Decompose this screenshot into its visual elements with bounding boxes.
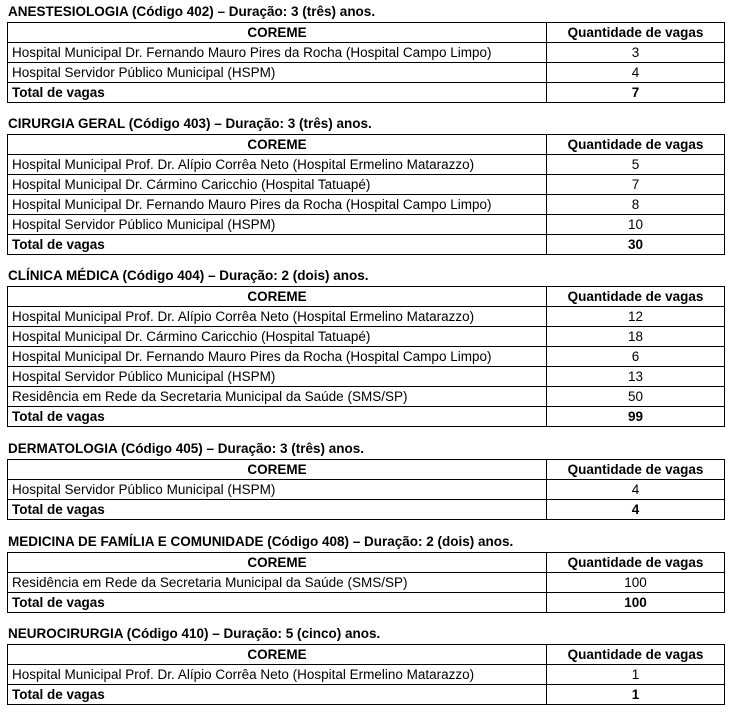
total-label: Total de vagas bbox=[8, 500, 547, 520]
total-row bbox=[8, 593, 725, 613]
hospital-name: Hospital Servidor Público Municipal (HSPM) bbox=[8, 480, 547, 500]
vagas-value: 18 bbox=[547, 327, 725, 347]
quantidade-header: Quantidade de vagas bbox=[547, 287, 725, 307]
total-row bbox=[8, 407, 725, 427]
vagas-value: 4 bbox=[547, 480, 725, 500]
table-header-row bbox=[8, 553, 725, 573]
section-title: MEDICINA DE FAMÍLIA E COMUNIDADE (Código 408) – Duração: 2 (dois) anos. bbox=[8, 534, 514, 549]
vagas-value: 13 bbox=[547, 367, 725, 387]
vagas-value: 12 bbox=[547, 307, 725, 327]
table-row bbox=[8, 155, 725, 175]
total-label: Total de vagas bbox=[8, 235, 547, 255]
table-row bbox=[8, 387, 725, 407]
vagas-value: 50 bbox=[547, 387, 725, 407]
table-row bbox=[8, 480, 725, 500]
total-value: 1 bbox=[547, 685, 725, 705]
table-header-row bbox=[8, 460, 725, 480]
table-header-row bbox=[8, 23, 725, 43]
table-row bbox=[8, 63, 725, 83]
vagas-value: 3 bbox=[547, 43, 725, 63]
vagas-value: 100 bbox=[547, 573, 725, 593]
total-value: 30 bbox=[547, 235, 725, 255]
coreme-header: COREME bbox=[8, 23, 547, 43]
coreme-header: COREME bbox=[8, 645, 547, 665]
section-title: CIRURGIA GERAL (Código 403) – Duração: 3 (três) anos. bbox=[8, 116, 372, 131]
hospital-name: Hospital Municipal Dr. Fernando Mauro Pires da Rocha (Hospital Campo Limpo) bbox=[8, 195, 547, 215]
table-header-row bbox=[8, 287, 725, 307]
table-row bbox=[8, 195, 725, 215]
total-row bbox=[8, 500, 725, 520]
total-label: Total de vagas bbox=[8, 685, 547, 705]
table-row bbox=[8, 665, 725, 685]
vagas-value: 10 bbox=[547, 215, 725, 235]
quantidade-header: Quantidade de vagas bbox=[547, 23, 725, 43]
section-title: NEUROCIRURGIA (Código 410) – Duração: 5 (cinco) anos. bbox=[8, 626, 381, 641]
coreme-header: COREME bbox=[8, 460, 547, 480]
table-row bbox=[8, 573, 725, 593]
quantidade-header: Quantidade de vagas bbox=[547, 553, 725, 573]
vagas-table bbox=[7, 286, 725, 427]
table-row bbox=[8, 307, 725, 327]
coreme-header: COREME bbox=[8, 553, 547, 573]
vagas-table bbox=[7, 644, 725, 705]
hospital-name: Hospital Municipal Dr. Fernando Mauro Pires da Rocha (Hospital Campo Limpo) bbox=[8, 347, 547, 367]
section-title: ANESTESIOLOGIA (Código 402) – Duração: 3 (três) anos. bbox=[8, 4, 376, 19]
total-value: 4 bbox=[547, 500, 725, 520]
quantidade-header: Quantidade de vagas bbox=[547, 135, 725, 155]
table-header-row bbox=[8, 645, 725, 665]
total-label: Total de vagas bbox=[8, 407, 547, 427]
hospital-name: Hospital Municipal Dr. Fernando Mauro Pires da Rocha (Hospital Campo Limpo) bbox=[8, 43, 547, 63]
total-row bbox=[8, 685, 725, 705]
table-row bbox=[8, 215, 725, 235]
total-label: Total de vagas bbox=[8, 83, 547, 103]
total-value: 7 bbox=[547, 83, 725, 103]
section-title: DERMATOLOGIA (Código 405) – Duração: 3 (três) anos. bbox=[8, 441, 365, 456]
vagas-table bbox=[7, 459, 725, 520]
quantidade-header: Quantidade de vagas bbox=[547, 460, 725, 480]
table-row bbox=[8, 327, 725, 347]
vagas-value: 5 bbox=[547, 155, 725, 175]
total-value: 99 bbox=[547, 407, 725, 427]
table-row bbox=[8, 347, 725, 367]
hospital-name: Residência em Rede da Secretaria Municipal da Saúde (SMS/SP) bbox=[8, 573, 547, 593]
vagas-value: 6 bbox=[547, 347, 725, 367]
table-row bbox=[8, 175, 725, 195]
table-header-row bbox=[8, 135, 725, 155]
vagas-table bbox=[7, 22, 725, 103]
hospital-name: Hospital Municipal Prof. Dr. Alípio Corrêa Neto (Hospital Ermelino Matarazzo) bbox=[8, 665, 547, 685]
vagas-table bbox=[7, 134, 725, 255]
total-row bbox=[8, 83, 725, 103]
section-title: CLÍNICA MÉDICA (Código 404) – Duração: 2 (dois) anos. bbox=[8, 268, 369, 283]
vagas-value: 4 bbox=[547, 63, 725, 83]
vagas-value: 8 bbox=[547, 195, 725, 215]
total-row bbox=[8, 235, 725, 255]
vagas-value: 1 bbox=[547, 665, 725, 685]
hospital-name: Hospital Municipal Dr. Cármino Caricchio (Hospital Tatuapé) bbox=[8, 175, 547, 195]
coreme-header: COREME bbox=[8, 287, 547, 307]
hospital-name: Hospital Servidor Público Municipal (HSPM) bbox=[8, 367, 547, 387]
coreme-header: COREME bbox=[8, 135, 547, 155]
table-row bbox=[8, 43, 725, 63]
total-value: 100 bbox=[547, 593, 725, 613]
hospital-name: Hospital Servidor Público Municipal (HSPM) bbox=[8, 63, 547, 83]
total-label: Total de vagas bbox=[8, 593, 547, 613]
hospital-name: Hospital Municipal Dr. Cármino Caricchio (Hospital Tatuapé) bbox=[8, 327, 547, 347]
hospital-name: Hospital Municipal Prof. Dr. Alípio Corrêa Neto (Hospital Ermelino Matarazzo) bbox=[8, 155, 547, 175]
quantidade-header: Quantidade de vagas bbox=[547, 645, 725, 665]
hospital-name: Residência em Rede da Secretaria Municipal da Saúde (SMS/SP) bbox=[8, 387, 547, 407]
hospital-name: Hospital Servidor Público Municipal (HSPM) bbox=[8, 215, 547, 235]
vagas-value: 7 bbox=[547, 175, 725, 195]
hospital-name: Hospital Municipal Prof. Dr. Alípio Corrêa Neto (Hospital Ermelino Matarazzo) bbox=[8, 307, 547, 327]
table-row bbox=[8, 367, 725, 387]
vagas-table bbox=[7, 552, 725, 613]
